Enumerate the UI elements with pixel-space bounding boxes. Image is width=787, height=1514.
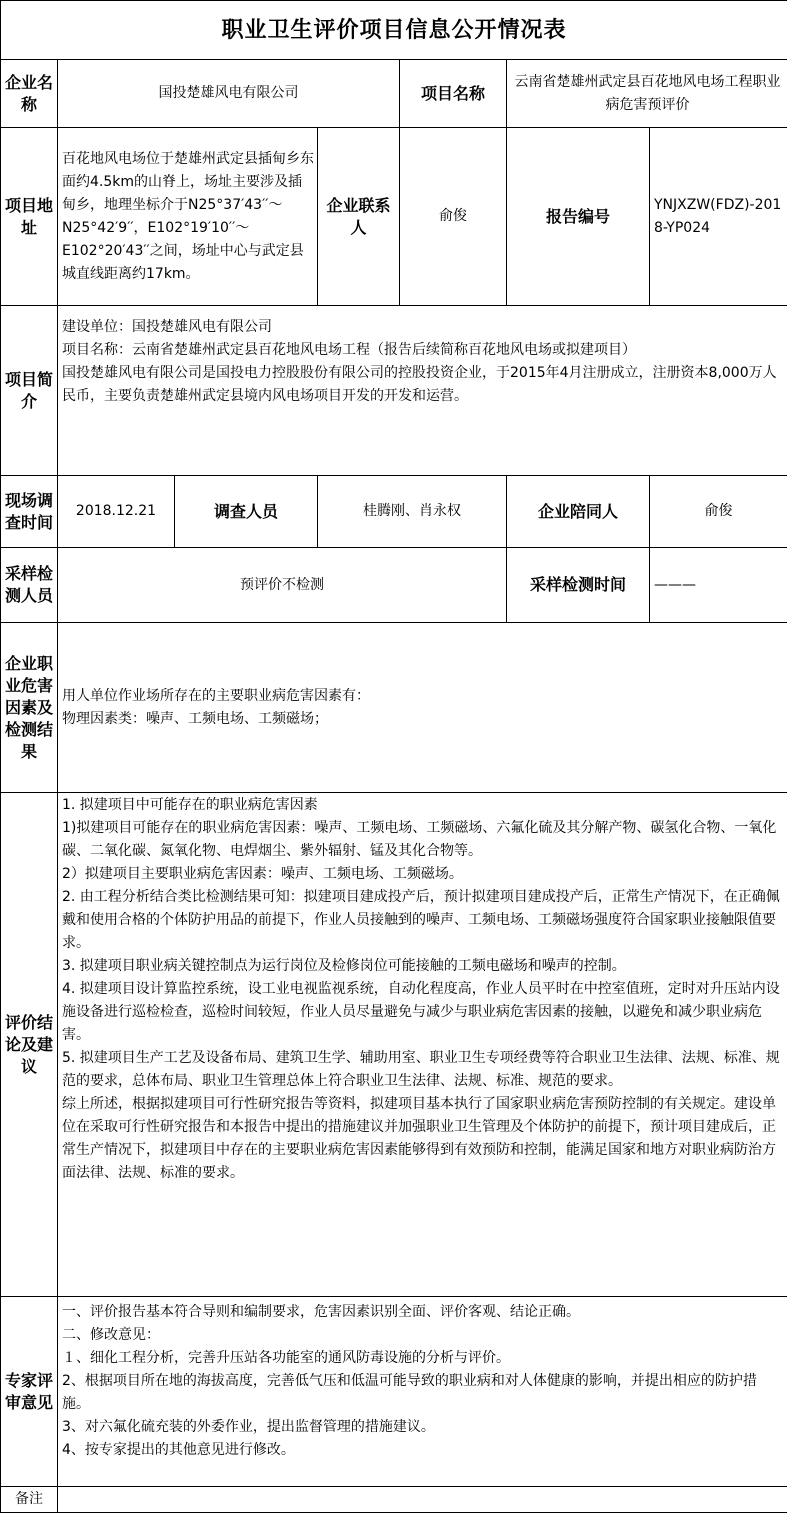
address-label: 项目地址 (1, 128, 58, 306)
companion-label: 企业陪同人 (507, 476, 650, 548)
sampling-staff-label: 采样检测人员 (1, 548, 58, 623)
intro-line: 建设单位：国投楚雄风电有限公司 (62, 319, 272, 335)
report-number: YNJXZW(FDZ)-2018-YP024 (650, 128, 787, 306)
project-name: 云南省楚雄州武定县百花地风电场工程职业病危害预评价 (507, 60, 787, 128)
conclusion-line: 1. 拟建项目中可能存在的职业病危害因素 (62, 797, 318, 813)
conclusion-text (58, 793, 787, 1297)
investigators-label: 调查人员 (175, 476, 318, 548)
enterprise-name: 国投楚雄风电有限公司 (58, 60, 400, 128)
intro-line: 项目名称：云南省楚雄州武定县百花地风电场工程（报告后续简称百花地风电场或拟建项目） (62, 342, 636, 358)
sampling-time-label: 采样检测时间 (507, 548, 650, 623)
conclusion-line: 综上所述，根据拟建项目可行性研究报告等资料，拟建项目基本执行了国家职业病危害预防控制的有关规定。建设单位在采取可行性研究报告和本报告中提出的措施建议并加强职业卫生管理及个体防护的前提下，预计项目建成后，正常生产情况下，拟建项目中存在的主要职业病危害因素能够得到有效预防和控制，能满足国家和地方对职业病防治方面法律、法规、标准的要求。 (62, 1096, 776, 1181)
project-address: 百花地风电场位于楚雄州武定县插甸乡东面约4.5km的山脊上，场址主要涉及插甸乡，地理坐标介于N25°37′43′′～N25°42′9′′，E102°19′10′′～E102°20′43′′之间，场址中心与武定县城直线距离约17km。 (58, 128, 318, 306)
conclusion-line: 5. 拟建项目生产工艺及设备布局、建筑卫生学、辅助用室、职业卫生专项经费等符合职业卫生法律、法规、标准、规范的要求，总体布局、职业卫生管理总体上符合职业卫生法律、法规、标准、规范的要求。 (62, 1050, 780, 1089)
enterprise-contact: 俞俊 (400, 128, 507, 306)
expert-opinions (58, 1297, 787, 1487)
intro-label: 项目简介 (1, 306, 58, 476)
expert-label: 专家评审意见 (1, 1297, 58, 1487)
hazard-line: 物理因素类：噪声、工频电场、工频磁场； (62, 710, 328, 727)
conclusion-label: 评价结论及建议 (1, 793, 58, 1297)
project-intro (58, 306, 787, 476)
expert-line: 二、修改意见： (62, 1327, 160, 1343)
companion: 俞俊 (650, 476, 787, 548)
enterprise-label: 企业名称 (1, 60, 58, 128)
expert-line: 2、根据项目所在地的海拔高度，完善低气压和低温可能导致的职业病和对人体健康的影响，并提出相应的防护措施。 (62, 1373, 757, 1412)
survey-time: 2018.12.21 (58, 476, 175, 548)
conclusion-line: 1)拟建项目可能存在的职业病危害因素：噪声、工频电场、工频磁场、六氟化硫及其分解产物、碳氢化合物、一氧化碳、二氧化碳、氮氧化物、电焊烟尘、紫外辐射、锰及其化合物等。 (62, 820, 777, 859)
sampling-time: ——— (650, 548, 787, 623)
contact-label: 企业联系人 (318, 128, 400, 306)
conclusion-line: 2）拟建项目主要职业病危害因素：噪声、工频电场、工频磁场。 (62, 866, 463, 882)
expert-line: １、细化工程分析，完善升压站各功能室的通风防毒设施的分析与评价。 (62, 1350, 510, 1366)
conclusion-line: 4. 拟建项目设计算监控系统，设工业电视监视系统，自动化程度高，作业人员平时在中控室值班，定时对升压站内设施设备进行巡检检查，巡检时间较短，作业人员尽量避免与减少与职业病危害因素的接触，以避免和减少职业病危害。 (62, 981, 780, 1043)
investigators: 桂腾刚、肖永权 (318, 476, 507, 548)
remarks-label: 备注 (1, 1487, 58, 1513)
conclusion-line: 3. 拟建项目职业病关键控制点为运行岗位及检修岗位可能接触的工频电磁场和噪声的控制。 (62, 958, 626, 974)
report-no-label: 报告编号 (507, 128, 650, 306)
expert-line: 4、按专家提出的其他意见进行修改。 (62, 1442, 295, 1458)
project-name-label: 项目名称 (400, 60, 507, 128)
page-title: 职业卫生评价项目信息公开情况表 (1, 1, 787, 60)
hazard-results (58, 623, 787, 793)
sampling-staff: 预评价不检测 (58, 548, 507, 623)
conclusion-line: 2. 由工程分析结合类比检测结果可知：拟建项目建成投产后，预计拟建项目建成投产后，正常生产情况下，在正确佩戴和使用合格的个体防护用品的前提下，作业人员接触到的噪声、工频电场、工频磁场强度符合国家职业接触限值要求。 (62, 889, 780, 951)
remarks (58, 1487, 787, 1513)
intro-line: 国投楚雄风电有限公司是国投电力控股股份有限公司的控股投资企业，于2015年4月注册成立，注册资本8,000万人民币，主要负责楚雄州武定县境内风电场项目开发的开发和运营。 (62, 365, 777, 404)
hazards-label: 企业职业危害因素及检测结果 (1, 623, 58, 793)
expert-line: 3、对六氟化硫充装的外委作业，提出监督管理的措施建议。 (62, 1419, 435, 1435)
survey-time-label: 现场调查时间 (1, 476, 58, 548)
expert-line: 一、评价报告基本符合导则和编制要求，危害因素识别全面、评价客观、结论正确。 (62, 1304, 580, 1320)
hazard-line: 用人单位作业场所存在的主要职业病危害因素有： (62, 687, 370, 704)
